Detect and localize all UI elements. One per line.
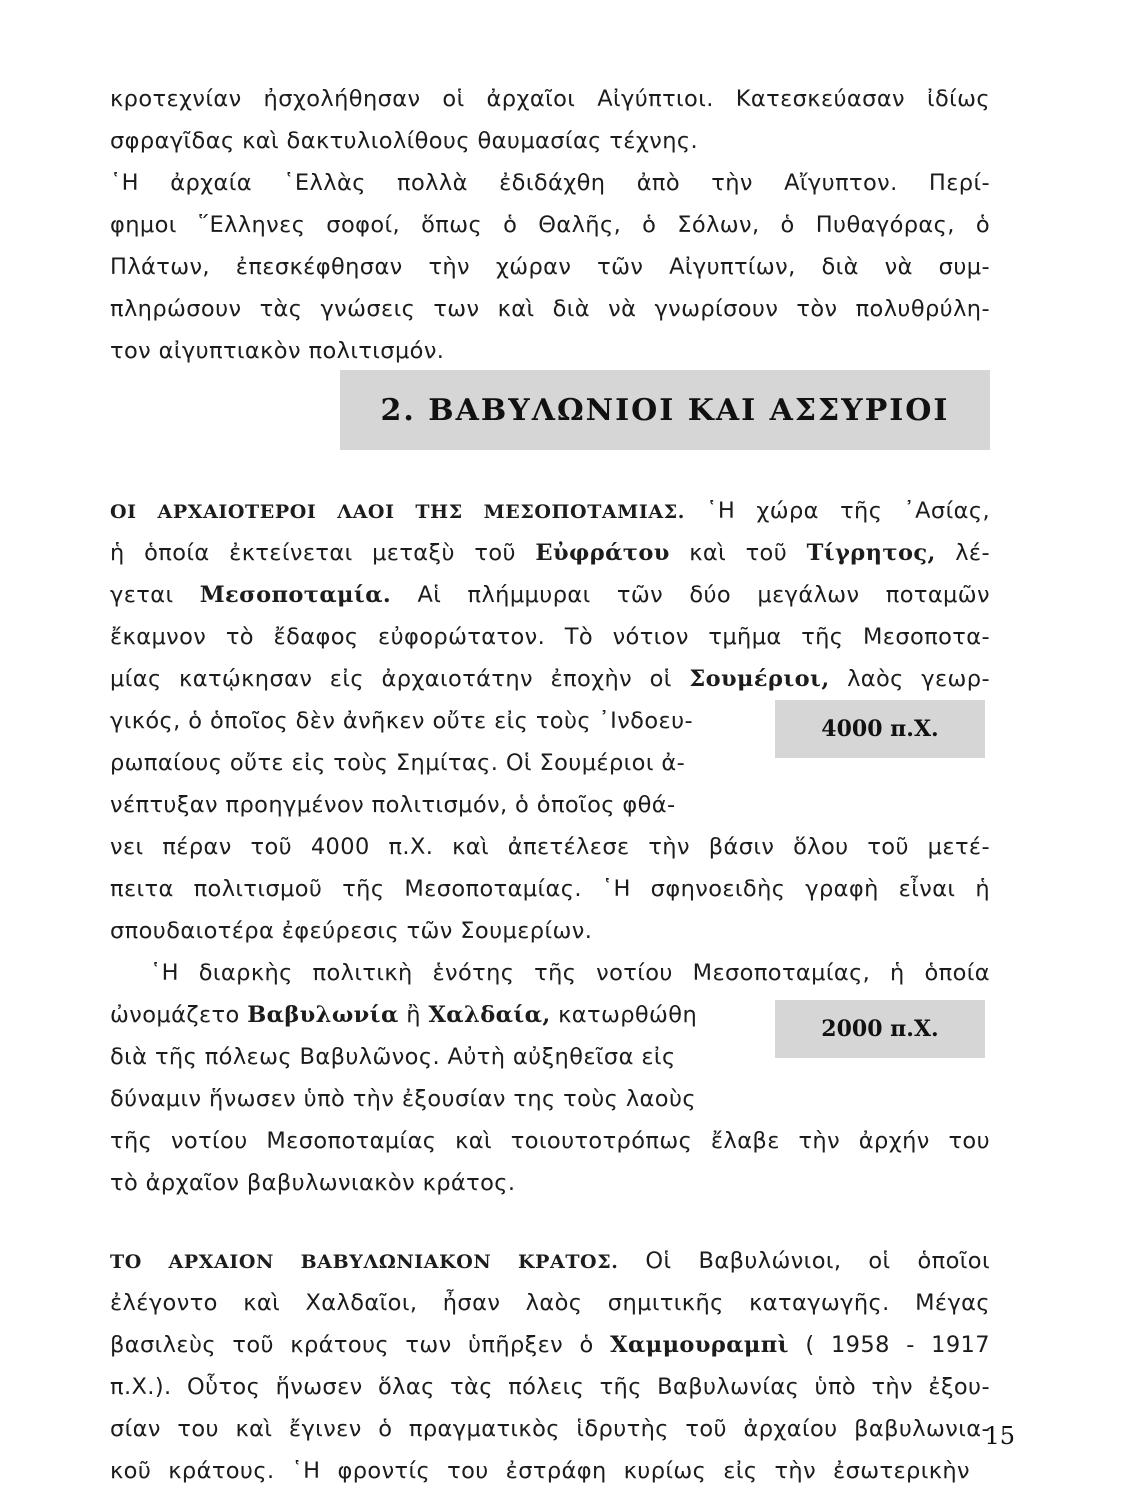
text-line: βασιλεὺς τοῦ κράτους των ὑπῆρξεν ὁ Χαμμουραμπὶ ( 1958 - 1917 [110,1332,990,1358]
chapter-heading [340,370,990,450]
text-line: φημοι ῞Ελληνες σοφοί, ὅπως ὁ Θαλῆς, ὁ Σόλων, ὁ Πυθαγόρας, ὁ [110,212,990,238]
text-line: γεται Μεσοποταμία. Αἱ πλήμμυραι τῶν δύο μεγάλων ποταμῶν [110,582,990,608]
text-line: ἡ ὁποία ἐκτείνεται μεταξὺ τοῦ Εὐφράτου καὶ τοῦ Τίγρητος, λέ- [110,540,990,566]
text-line: σπουδαιοτέρα ἐφεύρεσις τῶν Σουμερίων. [110,918,593,944]
text-line: τον αἰγυπτιακὸν πολιτισμόν. [110,338,445,364]
text-line: γικός, ὁ ὁποῖος δὲν ἀνῆκεν οὔτε εἰς τοὺς ᾿Ινδοευ- [110,708,694,734]
text-line: πειτα πολιτισμοῦ τῆς Μεσοποταμίας. ῾Η σφηνοειδὴς γραφὴ εἶναι ἡ [110,876,990,902]
bold-term: Εὐφράτου [535,540,670,566]
text-line: ἐλέγοντο καὶ Χαλδαῖοι, ἦσαν λαὸς σημιτικῆς καταγωγῆς. Μέγας [110,1290,990,1316]
text-line: μίας κατῴκησαν εἰς ἀρχαιοτάτην ἐποχὴν οἱ Σουμέριοι, λαὸς γεωρ- [110,666,990,692]
text-line: σφραγῖδας καὶ δακτυλιολίθους θαυμασίας τέχνης. [110,128,699,154]
bold-term: Σουμέριοι, [689,666,830,692]
chapter-title: 2. ΒΑΒΥΛΩΝΙΟΙ ΚΑΙ ΑΣΣΥΡΙΟΙ [380,392,950,428]
text-line: πληρώσουν τὰς γνώσεις των καὶ διὰ νὰ γνωρίσουν τὸν πολυθρύλη- [110,296,990,322]
page-number: 15 [984,1422,1015,1450]
bold-term: Μεσοποταμία. [199,582,392,608]
date-badge: 4000 π.Χ. [775,700,985,758]
text-line: διὰ τῆς πόλεως Βαβυλῶνος. Αὐτὴ αὐξηθεῖσα εἰς [110,1044,676,1070]
bold-term: Βαβυλωνία [247,1002,399,1028]
date-badge: 2000 π.Χ. [775,1000,985,1058]
text-line: κοῦ κράτους. ῾Η φροντίς του ἐστράφη κυρίως εἰς τὴν ἐσωτερικὴν [110,1458,970,1484]
text-line: ρωπαίους οὔτε εἰς τοὺς Σημίτας. Οἱ Σουμέριοι ἀ- [110,750,686,776]
text-line: ἔκαμνον τὸ ἔδαφος εὐφορώτατον. Τὸ νότιον τμῆμα τῆς Μεσοποτα- [110,624,990,650]
text-line: νέπτυξαν προηγμένον πολιτισμόν, ὁ ὁποῖος φθά- [110,792,676,818]
text-line: σίαν του καὶ ἔγινεν ὁ πραγματικὸς ἱδρυτὴς τοῦ ἀρχαίου βαβυλωνια- [110,1416,990,1442]
text-line: ῾Η διαρκὴς πολιτικὴ ἑνότης τῆς νοτίου Μεσοποταμίας, ἡ ὁποία [150,960,990,986]
bold-term: Χαμμουραμπὶ [610,1332,789,1358]
bold-term: Χαλδαία, [428,1002,551,1028]
text-line: ῾Η ἀρχαία ῾Ελλὰς πολλὰ ἐδιδάχθη ἀπὸ τὴν Αἴγυπτον. Περί- [110,170,990,196]
section-heading: ΤΟ ΑΡΧΑΙΟΝ ΒΑΒΥΛΩΝΙΑΚΟΝ ΚΡΑΤΟΣ. [110,1251,619,1273]
bold-term: Τίγρητος, [806,540,936,566]
text-line: ΟΙ ΑΡΧΑΙΟΤΕΡΟΙ ΛΑΟΙ ΤΗΣ ΜΕΣΟΠΟΤΑΜΙΑΣ. ῾Η χώρα τῆς ᾿Ασίας, [110,498,990,524]
text-line: τὸ ἀρχαῖον βαβυλωνιακὸν κράτος. [110,1170,516,1196]
text-line: ὠνομάζετο Βαβυλωνία ἢ Χαλδαία, κατωρθώθη [110,1002,698,1028]
text-line: Πλάτων, ἐπεσκέφθησαν τὴν χώραν τῶν Αἰγυπτίων, διὰ νὰ συμ- [110,254,990,280]
text-line: ΤΟ ΑΡΧΑΙΟΝ ΒΑΒΥΛΩΝΙΑΚΟΝ ΚΡΑΤΟΣ. Οἱ Βαβυλώνιοι, οἱ ὁποῖοι [110,1248,990,1274]
text-line: νει πέραν τοῦ 4000 π.Χ. καὶ ἀπετέλεσε τὴν βάσιν ὅλου τοῦ μετέ- [110,834,990,860]
text-line: κροτεχνίαν ἠσχολήθησαν οἱ ἀρχαῖοι Αἰγύπτιοι. Κατεσκεύασαν ἰδίως [110,86,990,112]
text-line: π.Χ.). Οὗτος ἥνωσεν ὅλας τὰς πόλεις τῆς Βαβυλωνίας ὑπὸ τὴν ἐξου- [110,1374,990,1400]
section-heading: ΟΙ ΑΡΧΑΙΟΤΕΡΟΙ ΛΑΟΙ ΤΗΣ ΜΕΣΟΠΟΤΑΜΙΑΣ. [110,501,685,523]
text-line: δύναμιν ἥνωσεν ὑπὸ τὴν ἐξουσίαν της τοὺς λαοὺς [110,1086,696,1112]
text-line: τῆς νοτίου Μεσοποταμίας καὶ τοιουτοτρόπως ἔλαβε τὴν ἀρχήν του [110,1128,990,1154]
